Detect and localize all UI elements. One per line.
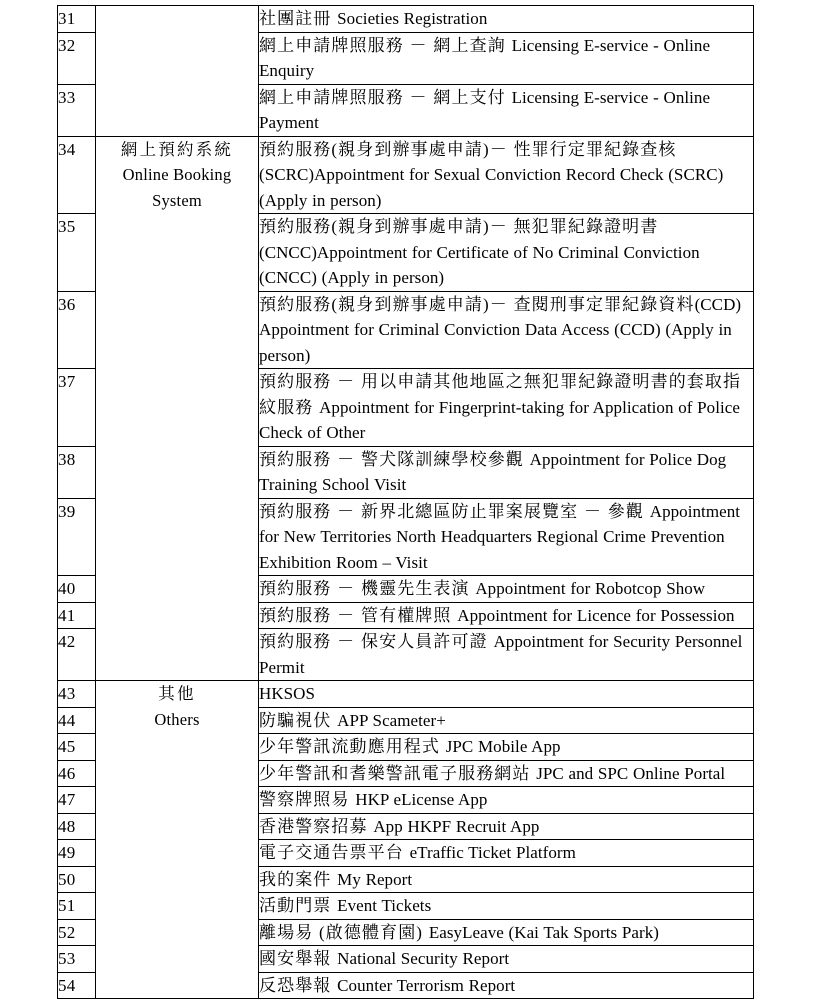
service-name (259, 6, 754, 33)
row-number: 49 (58, 840, 96, 867)
row-number: 31 (58, 6, 96, 33)
row-number: 34 (58, 136, 96, 214)
service-name-zh: 離場易 (啟德體育園) (259, 922, 429, 942)
row-number: 46 (58, 760, 96, 787)
service-name (259, 787, 754, 814)
service-name-en: Counter Terrorism Report (337, 975, 516, 995)
row-number: 47 (58, 787, 96, 814)
service-name (259, 893, 754, 920)
service-name-zh: 預約服務(親身到辦事處申請)－ 性罪行定罪紀錄查核 (259, 139, 677, 159)
service-name-en: EasyLeave (Kai Tak Sports Park) (428, 922, 659, 942)
service-name-zh: 預約服務(親身到辦事處申請)－ 查閱刑事定罪紀錄資料 (259, 294, 695, 314)
service-name-en: (CCD) Appointment for Criminal Conviction Data Access (CCD) (Apply in person) (259, 294, 742, 365)
category-online-booking-system (96, 136, 259, 681)
service-name-en: HKP eLicense App (355, 790, 488, 809)
service-name-zh: 社團註冊 (259, 9, 338, 28)
service-name (259, 629, 754, 681)
service-name (259, 576, 754, 603)
service-name (259, 734, 754, 761)
service-name (259, 84, 754, 136)
row-number: 41 (58, 602, 96, 629)
table-row (58, 6, 754, 33)
service-name-en: APP Scameter+ (337, 710, 446, 730)
row-number: 53 (58, 946, 96, 973)
service-name-zh: 預約服務 － 保安人員許可證 (259, 632, 494, 651)
service-name (259, 866, 754, 893)
service-name-zh: 預約服務 － 管有權牌照 (259, 605, 458, 625)
service-name (259, 369, 754, 447)
service-name-zh: 電子交通告票平台 (259, 843, 410, 862)
row-number: 44 (58, 707, 96, 734)
service-name-zh: 預約服務(親身到辦事處申請)－ 無犯罪紀錄證明書 (259, 217, 659, 236)
service-name-en: Appointment for Robotcop Show (475, 579, 706, 598)
row-number: 39 (58, 498, 96, 576)
category-label-en-line1: Online Booking (122, 165, 232, 184)
row-number: 42 (58, 629, 96, 681)
category-blank-cell (96, 6, 259, 137)
service-name-zh: 預約服務 － 機靈先生表演 (259, 579, 476, 598)
category-label-zh: 網上預約系統 (120, 139, 234, 159)
service-name-en: Appointment for Licence for Possession (457, 605, 735, 625)
service-name-zh: 網上申請牌照服務 － 網上查詢 (259, 35, 512, 55)
service-name-en: Event Tickets (337, 896, 432, 915)
row-number: 33 (58, 84, 96, 136)
service-name (259, 840, 754, 867)
service-name-en: Appointment for Police Dog Training School Visit (259, 449, 727, 494)
service-name-en: Appointment for Fingerprint-taking for Application of Police Check of Other (259, 397, 740, 442)
service-name-zh: 活動門票 (259, 896, 338, 915)
service-name-en: Societies Registration (337, 9, 488, 28)
row-number: 38 (58, 446, 96, 498)
service-name-en: Licensing E-service - Online Payment (259, 87, 711, 132)
service-name (259, 972, 754, 999)
service-name-zh: 預約服務 － 用以申請其他地區之無犯罪紀錄證明書的套取指紋服務 (259, 372, 742, 417)
service-name (259, 602, 754, 629)
service-name-en: Licensing E-service - Online Enquiry (259, 35, 711, 80)
category-label-zh: 其他 (158, 684, 196, 703)
service-name (259, 681, 754, 708)
service-name-zh: 少年警訊和耆樂警訊電子服務網站 (259, 763, 537, 783)
service-name-en: HKSOS (259, 684, 315, 703)
service-name-en: National Security Report (337, 949, 510, 968)
service-name-zh: 國安舉報 (259, 949, 338, 968)
service-name (259, 498, 754, 576)
service-name (259, 707, 754, 734)
service-name (259, 446, 754, 498)
row-number: 48 (58, 813, 96, 840)
row-number: 36 (58, 291, 96, 369)
services-table (57, 5, 754, 999)
row-number: 50 (58, 866, 96, 893)
service-name-en: JPC and SPC Online Portal (536, 763, 726, 783)
service-name-en: (CNCC)Appointment for Certificate of No Criminal Conviction (CNCC) (Apply in person) (259, 242, 700, 287)
category-label-en: Others (154, 709, 200, 729)
service-name-en: Appointment for Security Personnel Permit (259, 632, 743, 677)
service-name (259, 946, 754, 973)
service-name-zh: 我的案件 (259, 869, 338, 889)
service-name (259, 813, 754, 840)
row-number: 32 (58, 32, 96, 84)
table-body (58, 6, 754, 999)
category-others (96, 681, 259, 999)
service-name-en: Appointment for New Territories North Headquarters Regional Crime Prevention Exhibition Room – Visit (259, 501, 741, 572)
service-name-en: My Report (337, 869, 413, 889)
service-name-zh: 防騙視伏 (259, 710, 338, 730)
row-number: 43 (58, 681, 96, 708)
row-number: 45 (58, 734, 96, 761)
row-number: 54 (58, 972, 96, 999)
service-name (259, 291, 754, 369)
service-name-zh: 少年警訊流動應用程式 (259, 737, 446, 756)
row-number: 40 (58, 576, 96, 603)
row-number: 37 (58, 369, 96, 447)
service-name (259, 136, 754, 214)
row-number: 51 (58, 893, 96, 920)
service-name-zh: 香港警察招募 (259, 816, 374, 836)
service-name-en: (SCRC)Appointment for Sexual Conviction Record Check (SCRC) (Apply in person) (259, 165, 724, 210)
service-name-zh: 預約服務 － 新界北總區防止罪案展覽室 － 參觀 (259, 501, 650, 521)
service-name-zh: 警察牌照易 (259, 790, 356, 809)
service-name (259, 760, 754, 787)
service-name-en: JPC Mobile App (445, 737, 561, 756)
service-name-en: eTraffic Ticket Platform (409, 843, 576, 862)
row-number: 35 (58, 214, 96, 292)
category-label-en-line2: System (152, 190, 202, 210)
table-row (58, 681, 754, 708)
service-name-zh: 反恐舉報 (259, 975, 338, 995)
service-name (259, 919, 754, 946)
service-name-zh: 網上申請牌照服務 － 網上支付 (259, 87, 512, 107)
service-name-zh: 預約服務 － 警犬隊訓練學校參觀 (259, 449, 530, 469)
service-name-en: App HKPF Recruit App (373, 816, 540, 836)
table-row (58, 136, 754, 214)
service-name (259, 32, 754, 84)
service-name (259, 214, 754, 292)
row-number: 52 (58, 919, 96, 946)
